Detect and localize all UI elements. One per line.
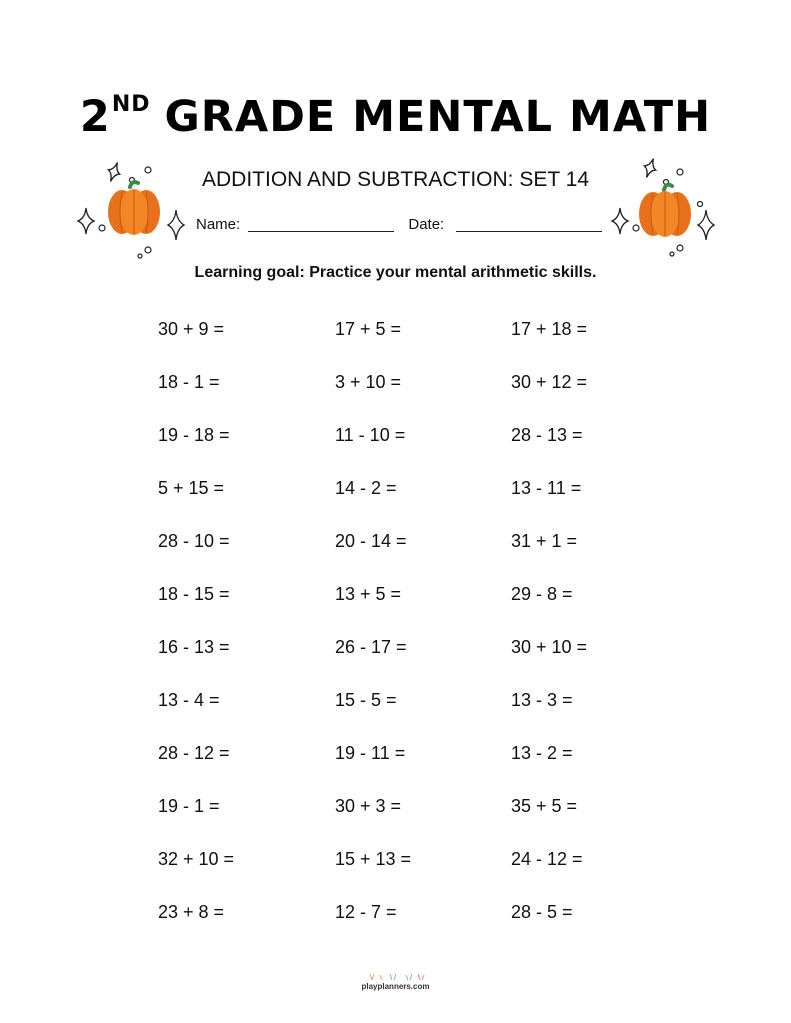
math-problem: 12 - 7 = xyxy=(335,902,397,922)
math-problem: 19 - 1 = xyxy=(158,796,220,816)
math-problem: 13 - 11 = xyxy=(511,478,582,498)
math-problem: 15 + 13 = xyxy=(335,849,412,869)
date-label: Date: xyxy=(408,216,445,233)
math-problem: 13 + 5 = xyxy=(335,584,402,604)
name-field[interactable] xyxy=(248,217,394,232)
math-problem: 28 - 12 = xyxy=(158,743,230,763)
math-problem: 3 + 10 = xyxy=(335,372,402,392)
title-text: GRADE MENTAL MATH xyxy=(164,92,712,142)
math-problem: 30 + 12 = xyxy=(511,372,588,392)
pumpkin-icon xyxy=(639,185,691,237)
pumpkin-left-decoration xyxy=(74,150,194,260)
math-problem: 17 + 5 = xyxy=(335,319,402,339)
math-problem: 24 - 12 = xyxy=(511,849,583,869)
title-superscript: ND xyxy=(111,92,151,117)
date-field[interactable] xyxy=(456,217,602,232)
learning-goal: Learning goal: Practice your mental arithmetic skills. xyxy=(194,264,597,281)
math-problem: 18 - 15 = xyxy=(158,584,230,604)
math-problem: 15 - 5 = xyxy=(335,690,397,710)
math-problem: 18 - 1 = xyxy=(158,372,220,392)
math-problem: 13 - 2 = xyxy=(511,743,573,763)
math-problem: 17 + 18 = xyxy=(511,319,588,339)
math-problem: 29 - 8 = xyxy=(511,584,573,604)
math-problem: 23 + 8 = xyxy=(158,902,225,922)
page-title xyxy=(0,92,791,142)
math-problem: 26 - 17 = xyxy=(335,637,407,657)
math-problem: 16 - 13 = xyxy=(158,637,230,657)
math-problem: 19 - 11 = xyxy=(335,743,406,763)
pumpkin-right-decoration xyxy=(606,150,726,260)
math-problem: 32 + 10 = xyxy=(158,849,235,869)
math-problem: 30 + 3 = xyxy=(335,796,402,816)
math-problem: 28 - 10 = xyxy=(158,531,230,551)
pumpkin-icon xyxy=(108,182,160,235)
math-problem: 5 + 15 = xyxy=(158,478,225,498)
page-subtitle: ADDITION AND SUBTRACTION: SET 14 xyxy=(201,168,589,191)
title-number: 2 xyxy=(79,92,111,142)
math-problem: 31 + 1 = xyxy=(511,531,578,551)
math-problem: 30 + 10 = xyxy=(511,637,588,657)
math-problem: 20 - 14 = xyxy=(335,531,407,551)
math-problem: 19 - 18 = xyxy=(158,425,230,445)
math-problem: 30 + 9 = xyxy=(158,319,225,339)
math-problem: 14 - 2 = xyxy=(335,478,397,498)
footer-logo: playplanners.com xyxy=(361,982,430,991)
math-problem: 28 - 5 = xyxy=(511,902,573,922)
student-fields xyxy=(196,216,602,233)
math-problem: 28 - 13 = xyxy=(511,425,583,445)
math-problem: 11 - 10 = xyxy=(335,425,406,445)
math-problem: 13 - 3 = xyxy=(511,690,573,710)
name-label: Name: xyxy=(196,216,241,233)
math-problem: 35 + 5 = xyxy=(511,796,578,816)
math-problem: 13 - 4 = xyxy=(158,690,220,710)
